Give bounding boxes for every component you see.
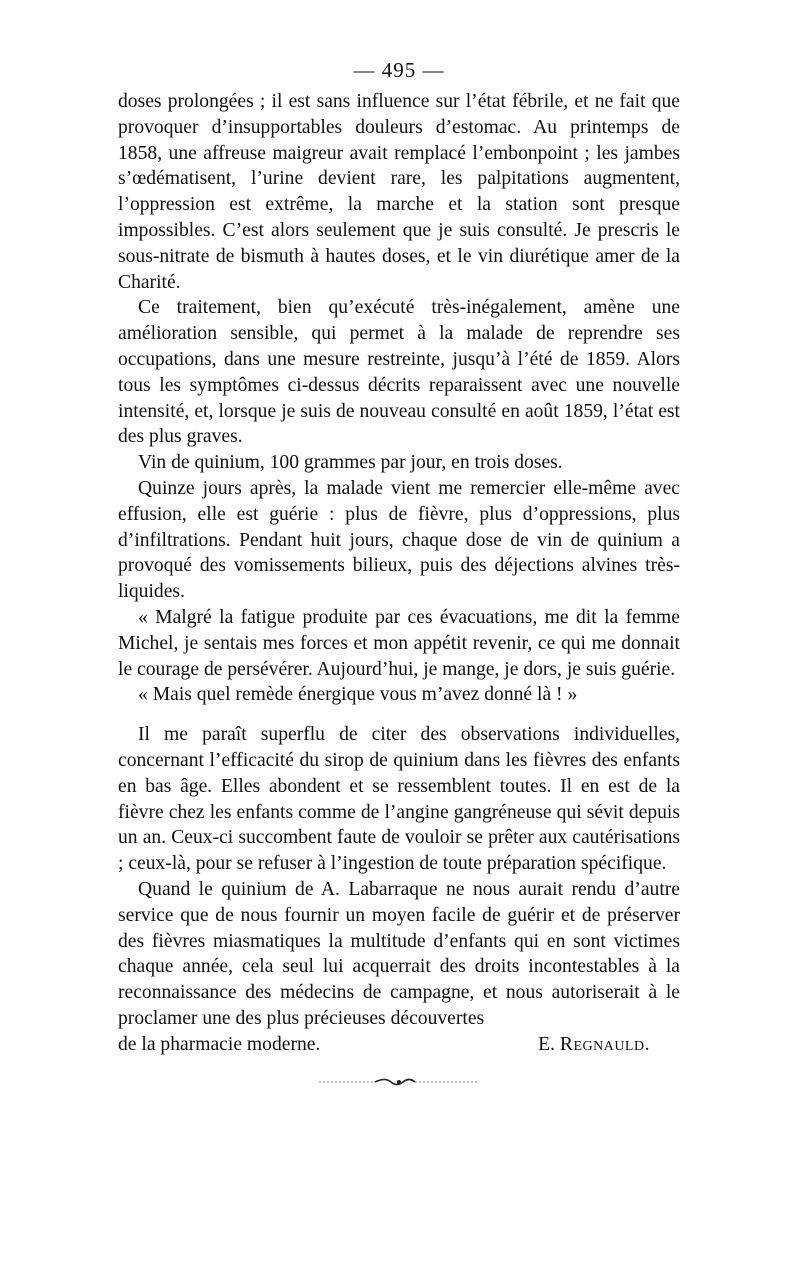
- paragraph-3: Vin de quinium, 100 grammes par jour, en trois doses.: [138, 452, 563, 474]
- page-body: [118, 58, 680, 1087]
- closing-line: [118, 1032, 680, 1058]
- signature-initial: E.: [538, 1033, 555, 1055]
- signature: [538, 1034, 680, 1056]
- paragraph-7: Il me paraît superflu de citer des observations individuelles, concernant l’efficacité du sirop de quinium dans les fièvres des enfants en bas âge. Elles abondent et se ressemblent toutes. Il en est de la fièvre chez les enfants comme de l’angine gangréneuse qui sévit depuis un an. Ceux-ci succombent faute de vouloir se prêter aux cautérisations ; ceux-là, pour se refuser à l’ingestion de toute préparation spécifique.: [118, 724, 680, 875]
- paragraph-8: Quand le quinium de A. Labarraque ne nous aurait rendu d’autre service que de nous fournir un moyen facile de guérir et de préserver des fièvres miasmatiques la multitude d’enfants qui en sont victimes chaque année, cela seul lui acquerrait des droits incontestables à la reconnaissance des médecins de campagne, et nous autoriserait à le proclamer une des plus précieuses découvertes: [118, 878, 680, 1029]
- ornament-icon: [319, 1077, 479, 1087]
- ornament-divider: [319, 1077, 479, 1087]
- page-number: — 495 —: [353, 58, 445, 82]
- paragraph-6-quote: « Mais quel remède énergique vous m’avez donné là ! »: [138, 684, 578, 706]
- paragraph-4: Quinze jours après, la malade vient me remercier elle-même avec effusion, elle est guérie : plus de fièvre, plus d’oppressions, plus d’infiltrations. Pendant huit jours, chaque dose de vin de quinium a provoqué des vomissements bilieux, puis des déjections alvines très-liquides.: [118, 477, 680, 603]
- paragraph-2: Ce traitement, bien qu’exécuté très-inégalement, amène une amélioration sensible, qui permet à la malade de reprendre ses occupations, dans une mesure restreinte, jusqu’à l’été de 1859. Alors tous les symptômes ci-dessus décrits reparaissent avec une nouvelle intensité, et, lorsque je suis de nouveau consulté en août 1859, l’état est des plus graves.: [118, 297, 680, 448]
- closing-text: de la pharmacie moderne.: [118, 1033, 321, 1055]
- signature-surname: Regnauld.: [559, 1033, 650, 1055]
- paragraph-1: doses prolongées ; il est sans influence sur l’état fébrile, et ne fait que provoquer d’insupportables douleurs d’estomac. Au printemps de 1858, une affreuse maigreur avait remplacé l’embonpoint ; les jambes s’œdématisent, l’urine devient rare, les palpitations augmentent, l’oppression est extrême, la marche et la station sont presque impossibles. C’est alors seulement que je suis consulté. Je prescris le sous-nitrate de bismuth à hautes doses, et le vin diurétique amer de la Charité.: [118, 91, 680, 293]
- paragraph-5-quote: « Malgré la fatigue produite par ces évacuations, me dit la femme Michel, je sentais mes forces et mon appétit revenir, ce qui me donnait le courage de persévérer. Aujourd’hui, je mange, je dors, je suis guérie.: [118, 606, 680, 680]
